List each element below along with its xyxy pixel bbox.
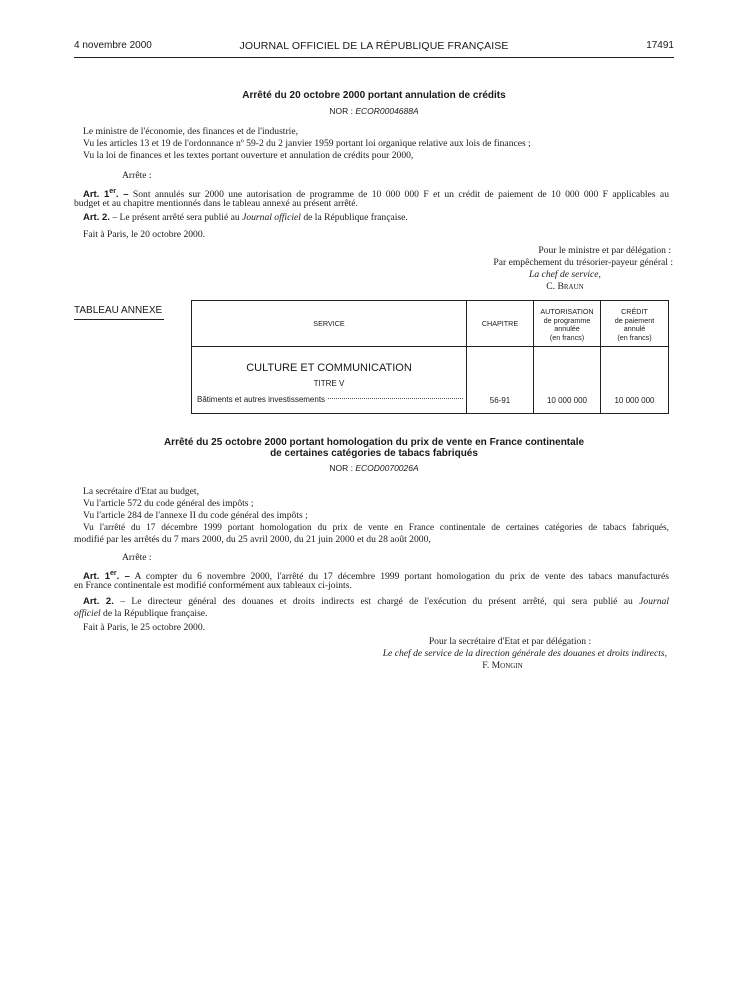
arrete1-article-1: Art. 1er. – Sont annulés sur 2000 une autorisation de programme de 10 000 000 F et un crédit de paiement de 10 000 000 F applicables au	[83, 188, 669, 201]
arrete2-article-2: Art. 2. – Le directeur général des douanes et droits indirects est chargé de l'exécution du présent arrêté, qui sera publié au Journal	[83, 596, 669, 607]
arrete1-nor-code: ECOR0004688A	[355, 106, 419, 116]
arrete1-signature-line-3: La chef de service,	[529, 269, 601, 280]
arrete2-preamble-4: Vu l'arrêté du 17 décembre 1999 portant homologation du prix de vente en France continentale de certaines catégories de tabacs fabriqués,	[83, 523, 669, 533]
titre-heading: TITRE V	[313, 379, 345, 388]
arrete1-article-1-cont: budget et au chapitre mentionnés dans le tableau annexé au présent arrêté.	[74, 198, 358, 209]
arrete1-fait: Fait à Paris, le 20 octobre 2000.	[83, 229, 206, 240]
column-header-credit: CRÉDIT de paiement annulé (en francs)	[614, 307, 655, 342]
annex-table	[191, 300, 669, 414]
arrete1-nor: NOR : ECOR0004688A	[329, 106, 419, 116]
page-number: 17491	[646, 40, 674, 51]
arrete2-preamble-2: Vu l'article 572 du code général des impôts ;	[83, 498, 254, 509]
annex-label: TABLEAU ANNEXE	[74, 305, 163, 316]
arrete1-signature-line-1: Pour le ministre et par délégation :	[538, 245, 671, 256]
arrete1-signatory: C. Braun	[546, 281, 584, 292]
arrete1-preamble-2: Vu les articles 13 et 19 de l'ordonnance nº 59-2 du 2 janvier 1959 portant loi organique relative aux lois de finances ;	[83, 138, 531, 149]
header-rule	[74, 57, 674, 58]
arrete1-title: Arrêté du 20 octobre 2000 portant annulation de crédits	[242, 90, 506, 101]
annex-label-rule	[74, 319, 164, 320]
arrete2-article-1: Art. 1er. – A compter du 6 novembre 2000, l'arrêté du 17 décembre 1999 portant homologation du prix de vente des tabacs manufacturés	[83, 570, 669, 583]
row-chapitre: 56-91	[489, 396, 511, 405]
arrete2-preamble-3: Vu l'article 284 de l'annexe II du code général des impôts ;	[83, 510, 308, 521]
arrete1-preamble-3: Vu la loi de finances et les textes portant ouverture et annulation de crédits pour 2000,	[83, 150, 414, 161]
journal-title: JOURNAL OFFICIEL DE LA RÉPUBLIQUE FRANÇAISE	[239, 40, 509, 52]
arrete2-article-1-cont: en France continentale est modifié conformément aux tableaux ci-joints.	[74, 580, 352, 591]
column-header-autorisation: AUTORISATION de programme annulée (en francs)	[540, 307, 594, 342]
table-header-rule	[192, 346, 668, 347]
page-header	[74, 40, 674, 56]
arrete2-signature-line-2: Le chef de service de la direction générale des douanes et droits indirects,	[382, 648, 667, 659]
arrete1-arrete: Arrête :	[122, 170, 152, 181]
arrete2-title-line-2: de certaines catégories de tabacs fabriqués	[270, 448, 478, 459]
arrete1-preamble-1: Le ministre de l'économie, des finances et de l'industrie,	[83, 126, 298, 137]
arrete2-preamble-1: La secrétaire d'Etat au budget,	[83, 486, 199, 497]
arrete2-signatory: F. Mongin	[482, 660, 523, 671]
ministry-heading: CULTURE ET COMMUNICATION	[246, 362, 412, 374]
arrete1-article-2: Art. 2. – Le présent arrêté sera publié au Journal officiel de la République française.	[83, 212, 408, 223]
arrete2-arrete: Arrête :	[122, 552, 152, 563]
arrete2-signature-line-1: Pour la secrétaire d'Etat et par délégation :	[428, 636, 592, 647]
arrete2-preamble-5: modifié par les arrêtés du 7 mars 2000, du 25 avril 2000, du 21 juin 2000 et du 28 août 2000,	[74, 534, 431, 545]
arrete2-nor: NOR : ECOD0070026A	[329, 463, 419, 473]
row-credit: 10 000 000	[614, 396, 655, 405]
column-header-service: SERVICE	[313, 319, 345, 328]
arrete2-article-2-cont: officiel de la République française.	[74, 608, 208, 619]
row-service: Bâtiments et autres investissements	[197, 395, 326, 404]
arrete2-title-line-1: Arrêté du 25 octobre 2000 portant homologation du prix de vente en France continentale	[163, 437, 585, 448]
column-header-chapitre: CHAPITRE	[481, 319, 519, 328]
publication-date: 4 novembre 2000	[74, 40, 152, 51]
arrete2-nor-code: ECOD0070026A	[355, 463, 419, 473]
arrete1-signature-line-2: Par empêchement du trésorier-payeur général :	[493, 257, 673, 268]
arrete2-fait: Fait à Paris, le 25 octobre 2000.	[83, 622, 206, 633]
row-autorisation: 10 000 000	[546, 396, 588, 405]
